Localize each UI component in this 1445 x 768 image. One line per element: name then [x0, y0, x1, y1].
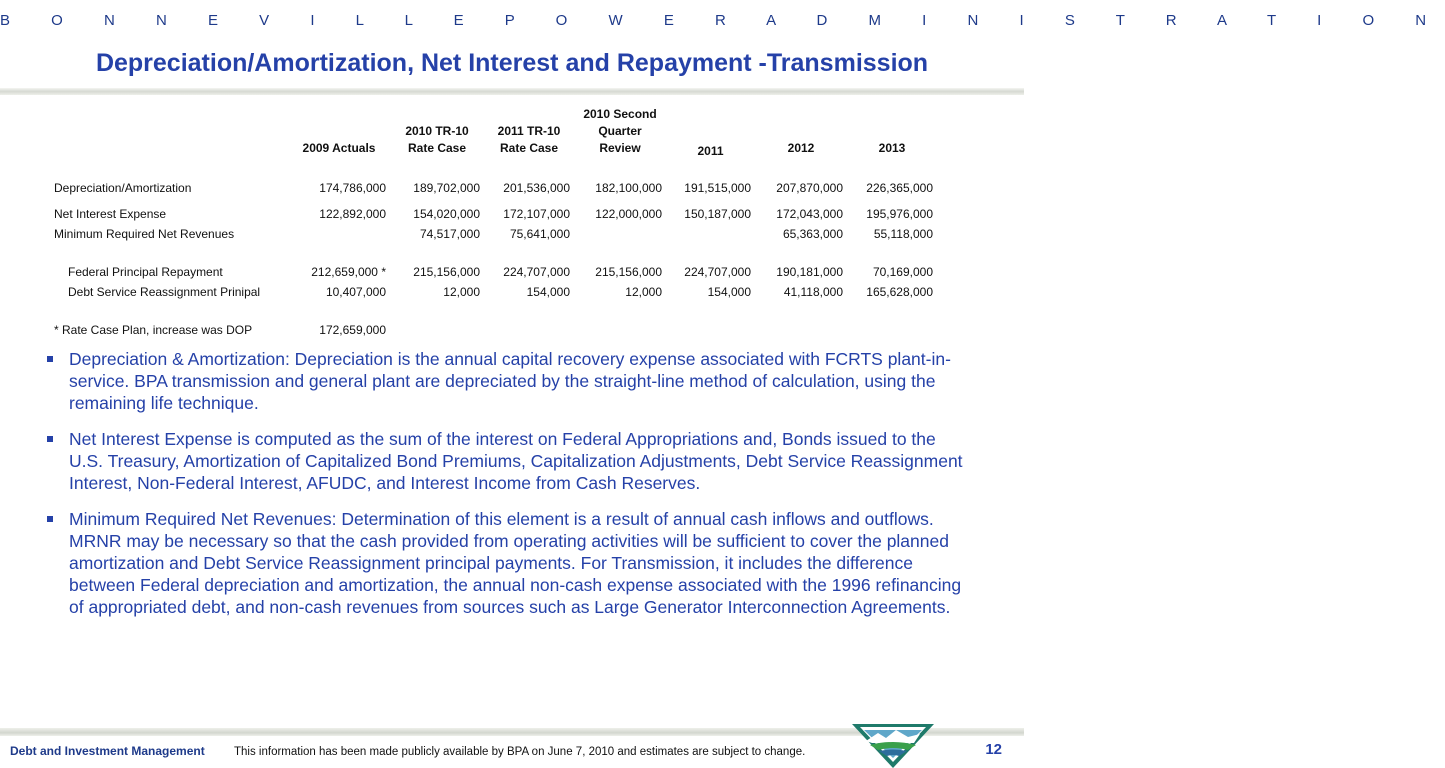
- header-divider: [0, 88, 1024, 95]
- table-cell: 150,187,000: [684, 207, 751, 221]
- table-cell: 75,641,000: [509, 227, 570, 241]
- table-cell: 172,659,000: [319, 323, 386, 337]
- table-cell: 172,107,000: [503, 207, 570, 221]
- header-cell: 2012: [787, 141, 815, 155]
- table-cell: [574, 224, 666, 244]
- table-cell: 55,118,000: [873, 227, 933, 241]
- table-cell: 189,702,000: [413, 181, 480, 195]
- bullet-item: [44, 508, 974, 618]
- table-cell: 12,000: [443, 285, 480, 299]
- table-cell: 201,536,000: [503, 181, 570, 195]
- table-cell: 154,020,000: [413, 207, 480, 221]
- table-cell: [574, 320, 666, 340]
- square-bullet-icon: [47, 516, 53, 522]
- table-row: [50, 178, 937, 198]
- table-cell: 224,707,000: [503, 265, 570, 279]
- table-row: [50, 204, 937, 224]
- table-cell: 174,786,000: [319, 181, 386, 195]
- table-row: [50, 282, 937, 302]
- page-number: 12: [985, 741, 1002, 758]
- bullet-text: Depreciation & Amortization: Depreciation is the annual capital recovery expense associated with FCRTS plant-in-service. BPA transmission and general plant are depreciated by the straight-line method of calculation, using the remaining life technique.: [69, 349, 951, 413]
- header-cell: 2009 Actuals: [302, 141, 376, 155]
- square-bullet-icon: [47, 356, 53, 362]
- bullet-list: [44, 348, 974, 632]
- table-cell: 195,976,000: [866, 207, 933, 221]
- row-label: Minimum Required Net Revenues: [54, 227, 235, 241]
- bullet-item: [44, 428, 974, 494]
- header-cell: 2010 TR-10 Rate Case: [405, 124, 469, 155]
- table-cell: 226,365,000: [866, 181, 933, 195]
- bullet-text: Minimum Required Net Revenues: Determination of this element is a result of annual cash inflows and outflows. MRNR may be necessary so that the cash provided from operating activities will be sufficient to cover the planned amortization and Debt Service Reassignment principal payments. For Transmission, it includes the difference between Federal depreciation and amortization, the annual non-cash expense associated with the 1996 refinancing of appropriated debt, and non-cash revenues from sources such as Large Generator Interconnection Agreements.: [69, 509, 962, 617]
- table-cell: 165,628,000: [866, 285, 933, 299]
- row-label: Debt Service Reassignment Prinipal: [68, 285, 261, 299]
- row-label: Net Interest Expense: [54, 207, 167, 221]
- table-cell: 191,515,000: [684, 181, 751, 195]
- header-cell: 2011: [697, 144, 724, 158]
- table-row: [50, 224, 937, 244]
- square-bullet-icon: [47, 436, 53, 442]
- table-cell: [484, 320, 574, 340]
- table-cell: [666, 224, 755, 244]
- table-cell: 122,892,000: [319, 207, 386, 221]
- table-cell: 172,043,000: [776, 207, 843, 221]
- table-cell: [390, 320, 484, 340]
- header-cell: 2011 TR-10 Rate Case: [497, 124, 561, 155]
- table-cell: 190,181,000: [776, 265, 843, 279]
- table-header-row: [50, 106, 937, 160]
- slide-title: Depreciation/Amortization, Net Interest and Repayment -Transmission: [95, 49, 929, 77]
- header-cell: 2013: [878, 141, 906, 155]
- table-cell: 65,363,000: [782, 227, 843, 241]
- table-cell: 215,156,000: [595, 265, 662, 279]
- table-row: [50, 262, 937, 282]
- table-cell: [288, 224, 390, 244]
- footer-disclaimer: This information has been made publicly available by BPA on June 7, 2010 and estimates are subject to change.: [234, 746, 806, 758]
- table-cell: 12,000: [625, 285, 662, 299]
- table-cell: 182,100,000: [595, 181, 662, 195]
- bpa-logo-icon: [852, 724, 934, 768]
- table-cell: 10,407,000: [325, 285, 386, 299]
- table-cell: [666, 320, 755, 340]
- row-label: Federal Principal Repayment: [68, 265, 223, 279]
- table-cell: 154,000: [707, 285, 751, 299]
- table-cell: 41,118,000: [783, 285, 843, 299]
- table-cell: [847, 320, 937, 340]
- table-cell: 154,000: [526, 285, 570, 299]
- row-label: * Rate Case Plan, increase was DOP: [54, 323, 253, 337]
- financial-table: [50, 106, 937, 340]
- table-cell: 122,000,000: [595, 207, 662, 221]
- table-cell: 70,169,000: [872, 265, 933, 279]
- bullet-item: [44, 348, 974, 414]
- footer-department: Debt and Investment Management: [10, 744, 205, 758]
- table-cell: 212,659,000 *: [311, 265, 386, 279]
- table-cell: 74,517,000: [419, 227, 480, 241]
- table-row: [50, 320, 937, 340]
- header-cell: 2010 Second Quarter Review: [583, 107, 657, 155]
- bullet-text: Net Interest Expense is computed as the sum of the interest on Federal Appropriations and, Bonds issued to the U.S. Treasury, Amortization of Capitalized Bond Premiums, Capitalization Adjustments, Debt Service Reassignment Interest, Non-Federal Interest, AFUDC, and Interest Income from Cash Reserves.: [69, 429, 963, 493]
- table-cell: [755, 320, 847, 340]
- header-cell-empty: [50, 106, 288, 160]
- table-cell: 207,870,000: [776, 181, 843, 195]
- row-label: Depreciation/Amortization: [54, 181, 192, 195]
- organization-name: B O N N E V I L L E P O W E R A D M I N I S T R A T I O N: [0, 12, 1445, 29]
- table-cell: 215,156,000: [413, 265, 480, 279]
- table-cell: 224,707,000: [684, 265, 751, 279]
